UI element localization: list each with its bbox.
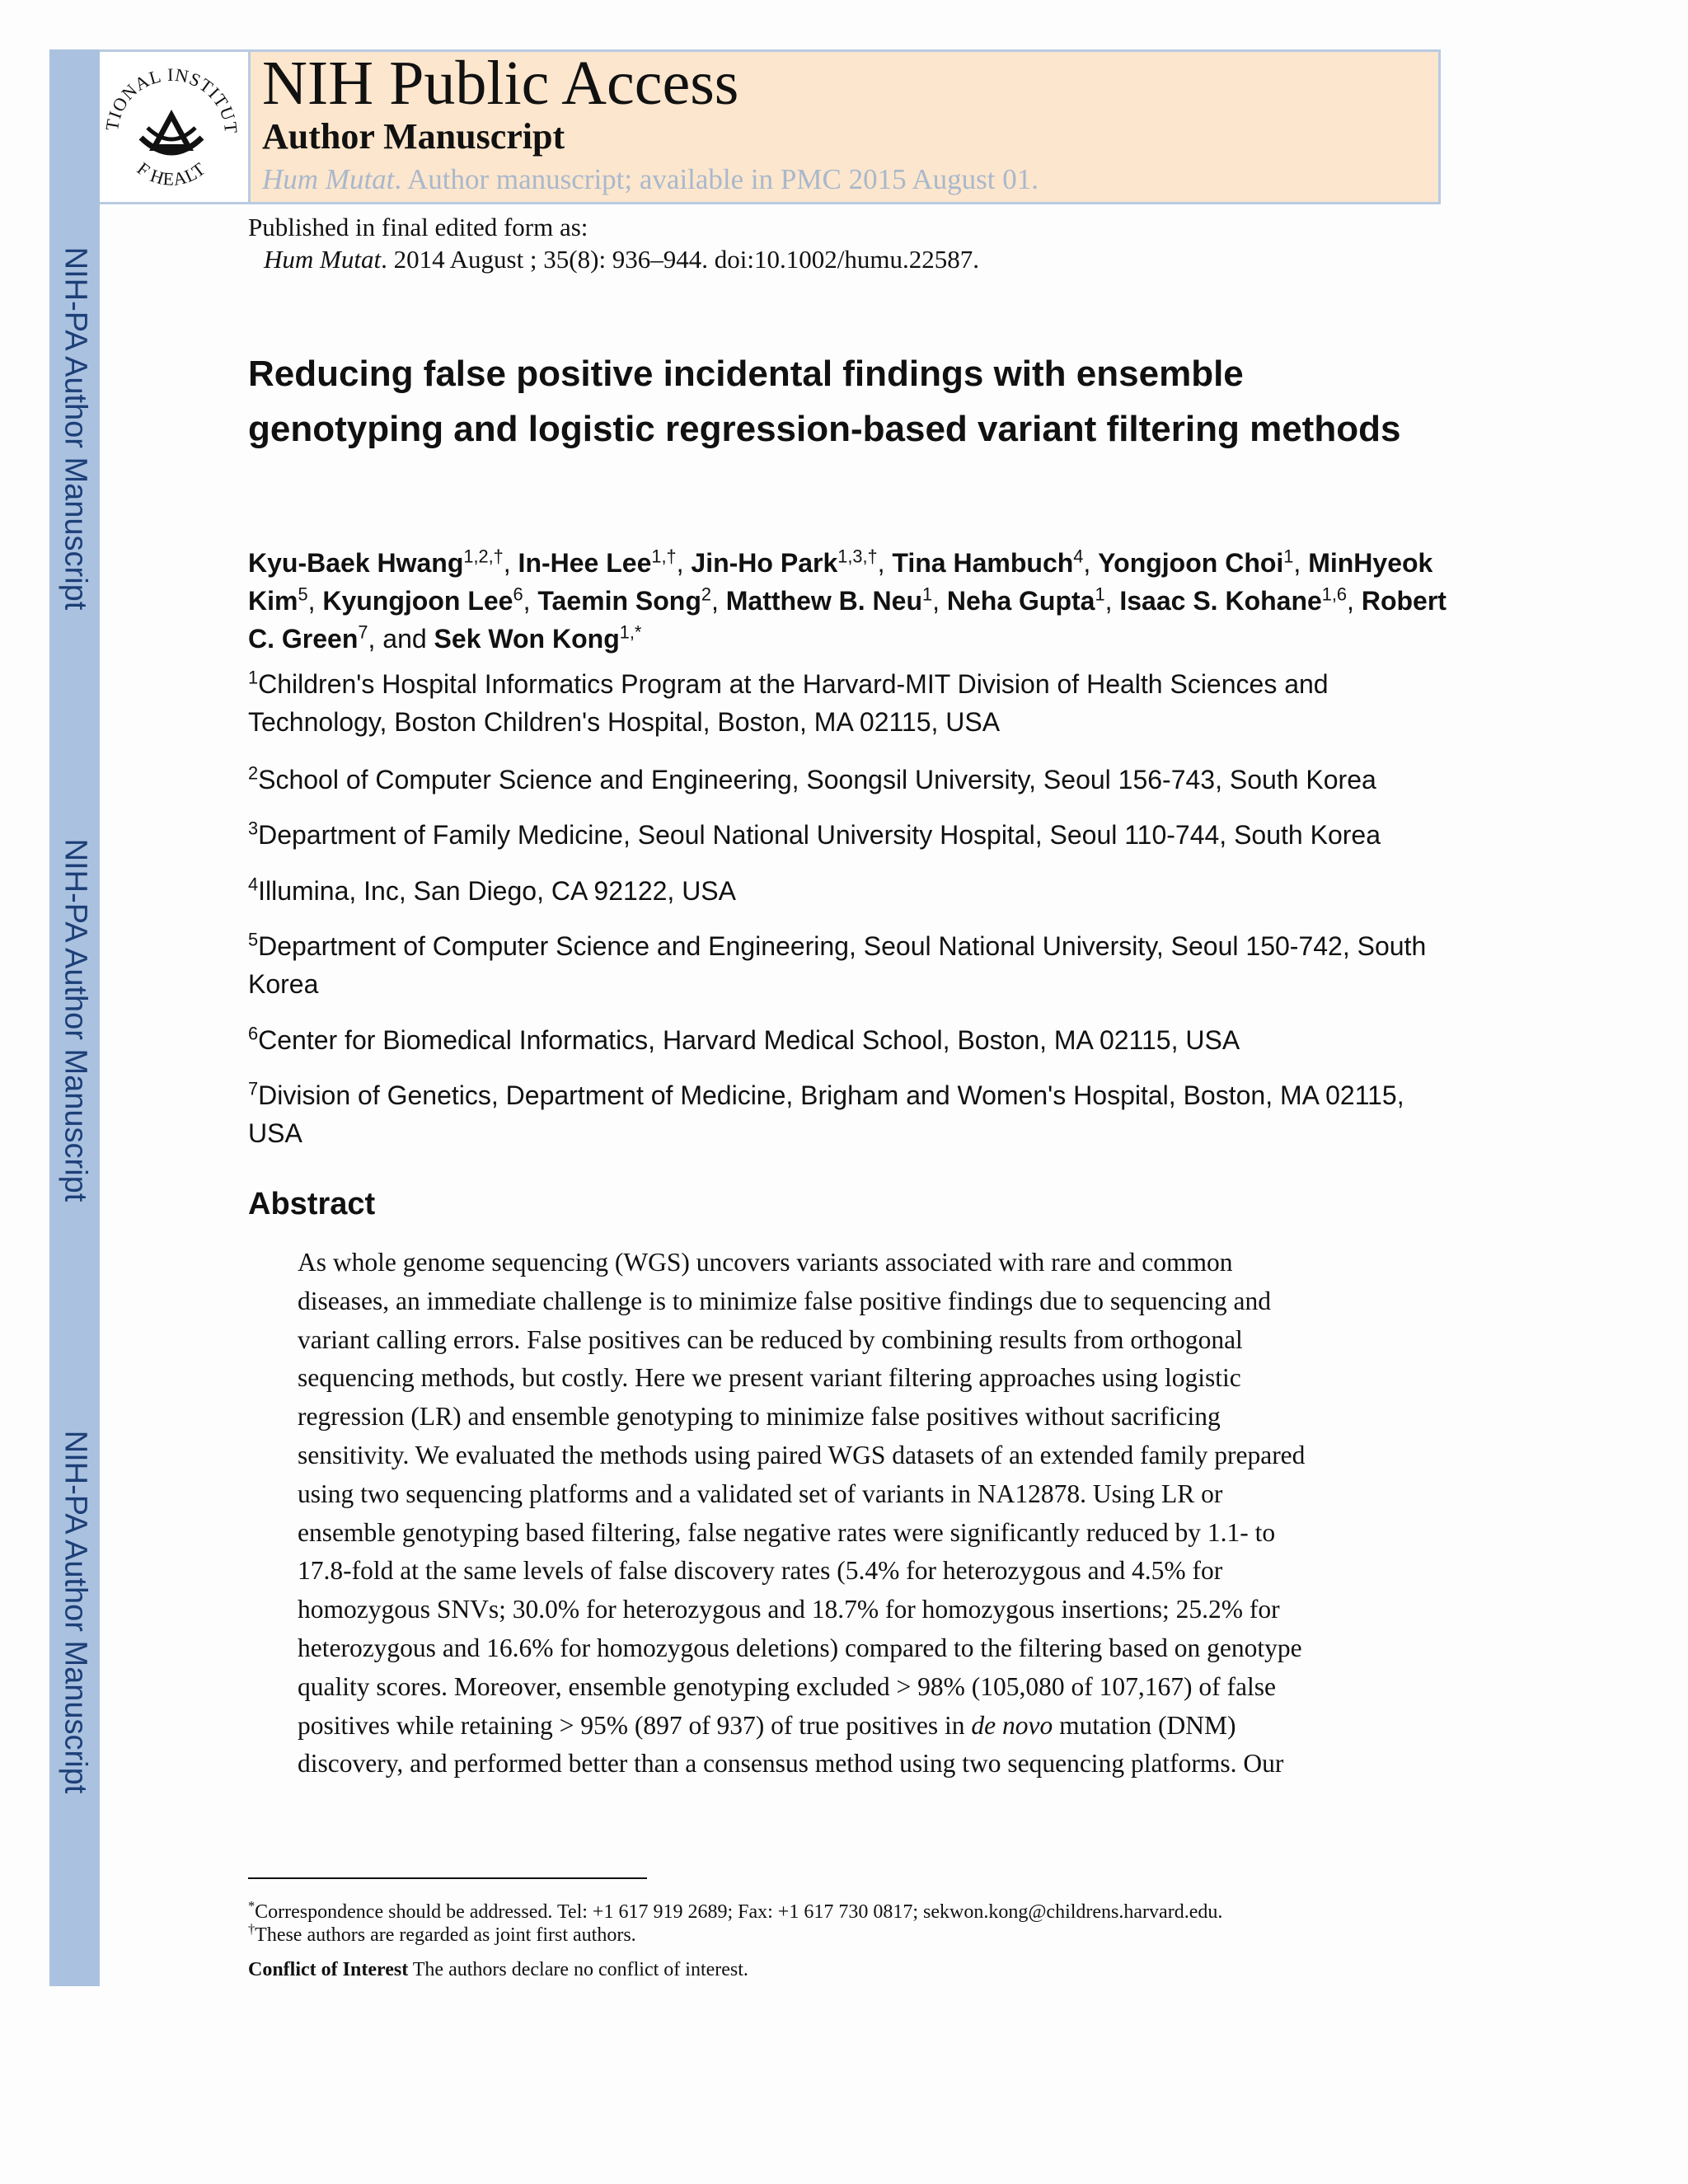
author-name: Neha Gupta xyxy=(946,586,1095,616)
author-name: Kyu-Baek Hwang xyxy=(248,548,464,578)
affiliation: $^1$Children's Hospital Informatics Program at the Harvard-MIT Division of Health Sciences and Technology, Boston Children's Hospital, Boston, MA 02115, USA xyxy=(248,667,1329,737)
banner-subtitle: Author Manuscript xyxy=(262,116,565,157)
author-affiliation-marker: 6 xyxy=(513,583,523,605)
affiliation: $^5$Department of Computer Science and Engineering, Seoul National University, Seoul 150-742, South Korea xyxy=(248,929,1427,999)
author-affiliation-marker: 1 xyxy=(922,583,933,605)
author-affiliation-marker: 4 xyxy=(1073,546,1084,567)
affiliation: $^6$Center for Biomedical Informatics, Harvard Medical School, Boston, MA 02115, USA xyxy=(248,1023,1240,1055)
abstract-heading: Abstract xyxy=(248,1187,376,1221)
author-affiliation-marker: 1,2,† xyxy=(463,546,504,567)
banner-title: NIH Public Access xyxy=(262,49,739,118)
author-name: Matthew B. Neu xyxy=(725,586,922,616)
conflict-of-interest: Conflict of Interest The authors declare no conflict of interest. xyxy=(248,1959,748,1980)
side-label: NIH-PA Author Manuscript xyxy=(58,246,93,611)
author-affiliation-marker: 1 xyxy=(1283,546,1294,567)
published-label: Published in final edited form as: xyxy=(248,213,588,241)
journal-name: Hum Mutat xyxy=(264,245,382,274)
nih-seal-icon xyxy=(100,52,243,202)
author-affiliation-marker: 1,6 xyxy=(1321,583,1348,605)
side-label: NIH-PA Author Manuscript xyxy=(58,1430,93,1794)
author-name: Robert C. Green xyxy=(248,586,1447,654)
author-name: Jin-Ho Park xyxy=(691,548,838,578)
author-name: MinHyeok Kim xyxy=(248,548,1433,616)
affiliation: $^4$Illumina, Inc, San Diego, CA 92122, USA xyxy=(248,874,736,906)
nih-logo xyxy=(100,49,248,204)
affiliation: $^7$Division of Genetics, Department of Medicine, Brigham and Women's Hospital, Boston, MA 02115, USA xyxy=(248,1078,1404,1148)
author-name: Taemin Song xyxy=(537,586,701,616)
author-name: In-Hee Lee xyxy=(518,548,652,578)
side-label: NIH-PA Author Manuscript xyxy=(58,838,93,1202)
availability-note: Hum Mutat. Author manuscript; available in PMC 2015 August 01. xyxy=(262,163,1039,195)
joint-authors-note: †These authors are regarded as joint first authors. xyxy=(248,1921,636,1946)
author-affiliation-marker: 1,3,† xyxy=(837,546,878,567)
author-name: Sek Won Kong xyxy=(434,624,620,654)
footnote-divider xyxy=(248,1877,647,1879)
citation: Hum Mutat. 2014 August ; 35(8): 936–944. doi:10.1002/humu.22587. xyxy=(264,245,980,274)
author-affiliation-marker: 1,* xyxy=(619,621,642,643)
author-name: Kyungjoon Lee xyxy=(322,586,513,616)
author-name: Yongjoon Choi xyxy=(1098,548,1284,578)
affiliation: $^2$School of Computer Science and Engineering, Soongsil University, Seoul 156-743, South Korea xyxy=(248,762,1376,794)
author-affiliation-marker: 1 xyxy=(1095,583,1105,605)
author-list: Kyu-Baek Hwang$^{1,2,\dagger}$, In-Hee Lee$^{1,\dagger}$, Jin-Ho Park$^{1,3,\dagger}$, Tina Hambuch$^4$, Yongjoon Choi$^1$, MinHyeok Kim$^5$, Kyungjoon Lee$^6$, Taemin Song$^2$, Matthew B. Neu$^1$, Neha Gupta$^1$, Isaac S. Kohane$^{1,6}$, Robert C. Green$^7$, and Sek Won Kong$^{1,*}$ xyxy=(248,546,1447,654)
logo-text-bottom: F HEALT xyxy=(133,157,210,190)
author-affiliation-marker: 2 xyxy=(701,583,711,605)
author-affiliation-marker: 1,† xyxy=(651,546,677,567)
affiliation: $^3$Department of Family Medicine, Seoul National University Hospital, Seoul 110-744, South Korea xyxy=(248,818,1381,850)
author-name: Tina Hambuch xyxy=(892,548,1074,578)
paper-title: Reducing false positive incidental findings with ensemble genotyping and logistic regression-based variant filtering methods xyxy=(248,354,1401,449)
correspondence-note: *Correspondence should be addressed. Tel: +1 617 919 2689; Fax: +1 617 730 0817; sekwon.kong@childrens.harvard.edu. xyxy=(248,1898,1223,1923)
abstract-body: As whole genome sequencing (WGS) uncovers variants associated with rare and common diseases, an immediate challenge is to minimize false positive findings due to sequencing and variant calling errors. False positives can be reduced by combining results from orthogonal sequencing methods, but costly. Here we present variant filtering approaches using logistic regression (LR) and ensemble genotyping to minimize false positives without sacrificing sensitivity. We evaluated the methods using paired WGS datasets of an extended family prepared using two sequencing platforms and a validated set of variants in NA12878. Using LR or ensemble genotyping based filtering, false negative rates were significantly reduced by 1.1- to 17.8-fold at the same levels of false discovery rates (5.4% for heterozygous and 4.5% for homozygous SNVs; 30.0% for heterozygous and 18.7% for homozygous insertions; 25.2% for heterozygous and 16.6% for homozygous deletions) compared to the filtering based on genotype quality scores. Moreover, ensemble genotyping excluded > 98% (105,080 of 107,167) of false positives while retaining > 95% (897 of 937) of true positives in de novo mutation (DNM) discovery, and performed better than a consensus method using two sequencing platforms. Our xyxy=(298,1248,1306,1779)
author-affiliation-marker: 7 xyxy=(358,621,368,643)
logo-text-top: TIONAL INSTITUT xyxy=(101,63,242,135)
author-name: Isaac S. Kohane xyxy=(1119,586,1322,616)
author-affiliation-marker: 5 xyxy=(298,583,308,605)
journal-name: Hum Mutat xyxy=(262,163,395,195)
